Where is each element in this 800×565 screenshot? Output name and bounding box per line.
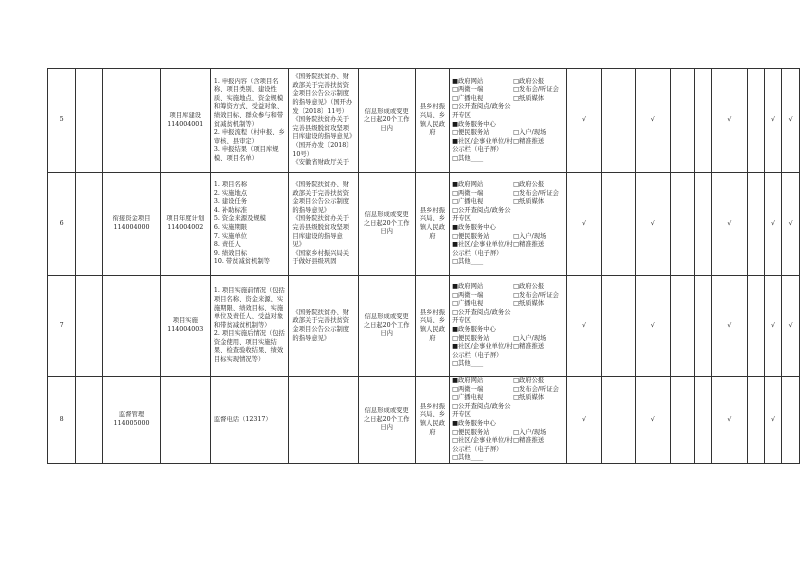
row-number-text: 5 [59,116,64,124]
disclosure-time-text: 信息形成或变更之日起20个工作日内 [363,107,410,132]
check-mark [670,276,694,377]
category-level1-text: 衔接资金项目 114004000 [112,215,151,231]
channel-option: □入户/现场 [513,129,547,137]
disclosure-time [358,377,415,464]
channel-line [452,420,564,429]
channel-option: □公开查阅点/政务公开专区 [452,308,511,325]
check-mark-text: √ [770,321,775,329]
channel-option: □入户/现场 [513,232,547,240]
channel-option: □纸质媒体 [513,198,545,206]
channel-line [452,437,564,454]
empty-cell [76,69,103,173]
channel-line [452,181,564,190]
check-mark-text: √ [581,219,586,227]
check-mark-text: √ [581,415,586,423]
channel-option: □入户/现场 [513,334,547,342]
table-row [48,69,800,173]
channel-option: ■政府网站 [452,181,484,189]
check-mark [764,69,782,173]
channel-line [452,121,564,130]
channel-option: □发布会/听证会 [513,291,559,299]
check-mark [694,69,711,173]
channel-option: □社区/企事业单位/村公示栏（电子屏） [452,437,513,453]
check-mark [567,173,602,276]
check-mark [747,173,764,276]
category-level2-text: 项目年度计划 114004002 [166,215,205,231]
channel-option: □公开查阅点/政务公开专区 [452,206,511,223]
category-level2-text: 项目库建设 114004001 [167,111,204,128]
channel-option: □政府公报 [513,283,545,291]
check-mark-text: √ [770,116,775,124]
check-mark-text: √ [788,219,793,227]
check-mark-text: √ [727,321,732,329]
check-mark [635,173,670,276]
row-number [48,377,76,464]
disclosure-time [358,69,415,173]
channel-option: □政府公报 [513,77,545,85]
channel-option: □发布会/听证会 [513,86,559,94]
check-mark [747,69,764,173]
disclosure-content-text: 1. 申报内容（含项目名称、项目类别、建设性质、实施地点、资金规模和筹资方式、受益对象、绩效目标、群众参与和带贫减贫机制等） 2. 申报流程（村申报、乡审核、县审定） 3. 申报结果（项目库规模、项目名单） [213,77,285,162]
disclosure-content-text: 1. 项目实施前情况（包括项目名称、资金来源、实施期限、绩效目标、实施单位及责任人、受益对象和带贫减贫机制等） 2. 项目实施后情况（包括资金使用、项目实施结果、检查验收结果、绩效目标实现情况等） [213,287,285,364]
disclosure-subject [415,377,449,464]
category-level1-text: 监督管理 114005000 [113,411,150,427]
row-number [48,276,76,377]
check-mark [601,69,635,173]
channel-option: □纸质媒体 [513,394,545,402]
channel-option: □两微一端 [452,86,484,94]
disclosure-channels [450,276,567,377]
check-mark [670,377,694,464]
channel-option: ■政府网站 [452,283,484,291]
channel-line [452,429,564,438]
disclosure-basis [289,173,358,276]
channel-line [452,309,564,326]
channel-option: □便民服务站 [452,232,490,240]
table-row [48,276,800,377]
check-mark [712,377,748,464]
disclosure-content [210,69,289,173]
channel-option: □公开查阅点/政务公开专区 [452,402,511,419]
disclosure-basis-text: 《国务院扶贫办、财政部关于完善扶贫资金项目公告公示制度的指导意见》 《国务院扶贫办关于完善县级脱贫攻坚项目库建设的指导意见》 《国家乡村振兴局关于做好县级巩固 [292,181,350,266]
disclosure-time [358,276,415,377]
check-mark-text: √ [727,219,732,227]
channel-option: □入户/现场 [513,428,547,436]
disclosure-content [210,173,289,276]
channel-option: □纸质媒体 [513,300,545,308]
channel-option: □广播电视 [452,94,484,102]
check-mark [635,377,670,464]
check-mark [782,69,800,173]
disclosure-subject-text: 县乡村振兴局、乡镇人民政府 [419,308,445,342]
check-mark [712,173,748,276]
disclosure-basis [289,377,358,464]
check-mark-text: √ [650,415,655,423]
channel-line [452,386,564,395]
empty-cell [76,173,103,276]
check-mark [601,377,635,464]
channel-line [452,454,564,463]
disclosure-time-text: 信息形成或变更之日起20个工作日内 [363,313,410,338]
check-mark [694,276,711,377]
channel-line [452,258,564,267]
channel-option: □其他____ [452,454,484,462]
channel-option: ■政务服务中心 [452,419,496,427]
disclosure-content-text: 监督电话（12317） [213,415,272,423]
channel-option: ■政府网站 [452,377,484,384]
channel-line [452,155,564,164]
category-level2 [160,173,210,276]
channel-option: ■政务服务中心 [452,120,496,128]
channel-line [452,343,564,360]
check-mark [601,173,635,276]
empty-cell [76,276,103,377]
channel-line [452,292,564,301]
channel-option: □便民服务站 [452,129,490,137]
category-level2 [160,377,210,464]
check-mark-text: √ [727,116,732,124]
channel-line [452,78,564,87]
check-mark-text: √ [788,116,793,124]
channel-option: □广播电视 [452,300,484,308]
disclosure-channels [450,377,567,464]
channel-line [452,129,564,138]
channel-line [452,103,564,120]
channel-line [452,377,564,386]
disclosure-basis [289,69,358,173]
channel-line [452,335,564,344]
disclosure-time-text: 信息形成或变更之日起20个工作日内 [363,407,410,432]
disclosure-channels [450,173,567,276]
channel-option: □便民服务站 [452,428,490,436]
channel-option: □政府公报 [513,181,545,189]
category-level1 [103,377,160,464]
disclosure-basis-text: 《国务院扶贫办、财政部关于完善扶贫资金项目公告公示制度的指导意见》 [292,308,350,342]
check-mark [567,69,602,173]
channel-option: □公开查阅点/政务公开专区 [452,103,511,119]
channel-option: ■政务服务中心 [452,224,496,231]
channel-option: □两微一端 [452,291,484,299]
disclosure-subject [415,276,449,377]
channel-option: ■政府网站 [452,77,484,85]
check-mark [782,377,800,464]
channel-option: □其他____ [452,154,484,162]
channel-option: □发布会/听证会 [513,189,559,197]
check-mark [764,173,782,276]
disclosure-subject-text: 县乡村振兴局、乡镇人民政府 [419,402,445,436]
check-mark-text: √ [788,321,793,329]
check-mark-text: √ [770,415,775,423]
category-level2 [160,276,210,377]
check-mark [635,276,670,377]
channel-option: □广播电视 [452,198,484,206]
disclosure-table [47,68,800,464]
disclosure-basis-text: 《国务院扶贫办、财政部关于完善扶贫资金项目公告公示制度的指导意见》（国开办发〔2018〕11号） 《国务院扶贫办关于完善县级脱贫攻坚项目库建设的指导意见》（国开办发〔2018〕10号） 《安徽省财政厅关于 [292,73,353,167]
channel-option: □纸质媒体 [513,94,545,102]
category-level2-text: 项目实施 114004003 [167,317,204,333]
check-mark-text: √ [650,116,655,124]
check-mark [782,276,800,377]
check-mark [712,69,748,173]
check-mark [670,173,694,276]
check-mark-text: √ [581,321,586,329]
channel-option: ■社区/企事业单位/村公示栏（电子屏） [452,137,513,154]
disclosure-content [210,377,289,464]
check-mark [567,276,602,377]
channel-line [452,198,564,207]
channel-option: □精准推送 [513,241,545,249]
channel-option: □发布会/听证会 [513,385,559,393]
channel-line [452,86,564,95]
row-number-text: 8 [59,415,64,423]
channel-line [452,403,564,420]
row-number-text: 7 [59,321,64,329]
check-mark [764,377,782,464]
table-row [48,173,800,276]
disclosure-time [358,173,415,276]
check-mark [635,69,670,173]
channel-option: □两微一端 [452,385,484,393]
channel-line [452,300,564,309]
channel-line [452,207,564,224]
check-mark [747,276,764,377]
category-level1 [103,173,160,276]
check-mark [694,377,711,464]
channel-line [452,394,564,403]
category-level2 [160,69,210,173]
check-mark [712,276,748,377]
channel-line [452,138,564,155]
channel-option: □两微一端 [452,189,484,197]
disclosure-basis [289,276,358,377]
disclosure-subject [415,173,449,276]
channel-option: ■社区/企事业单位/村公示栏（电子屏） [452,343,513,359]
disclosure-subject-text: 县乡村振兴局、乡镇人民政府 [419,103,445,137]
channel-option: □精准推送 [513,343,545,351]
empty-cell [76,377,103,464]
category-level1 [103,276,160,377]
channel-line [452,224,564,233]
check-mark-text: √ [727,415,732,423]
disclosure-content [210,276,289,377]
channel-option: □便民服务站 [452,334,490,342]
check-mark [670,69,694,173]
check-mark [601,276,635,377]
category-level1 [103,69,160,173]
channel-option: ■社区/企事业单位/村公示栏（电子屏） [452,241,513,257]
check-mark [694,173,711,276]
table-body [48,69,800,464]
channel-option: ■政务服务中心 [452,326,496,333]
check-mark [567,377,602,464]
channel-line [452,190,564,199]
channel-option: □其他____ [452,360,484,368]
channel-option: □政府公报 [513,377,545,384]
row-number-text: 6 [59,219,64,227]
check-mark [764,276,782,377]
check-mark-text: √ [650,219,655,227]
disclosure-subject [415,69,449,173]
channel-option: □精准推送 [513,437,545,445]
row-number [48,173,76,276]
disclosure-channels [450,69,567,173]
table-row [48,377,800,464]
check-mark-text: √ [650,321,655,329]
check-mark [782,173,800,276]
disclosure-subject-text: 县乡村振兴局、乡镇人民政府 [419,206,445,240]
check-mark-text: √ [581,116,586,124]
channel-option: □广播电视 [452,394,484,402]
channel-option: □其他____ [452,258,484,266]
channel-line [452,326,564,335]
channel-line [452,233,564,242]
disclosure-content-text: 1. 项目名称 2. 实施地点 3. 建设任务 4. 补助标准 5. 资金来源及规模 6. 实施期限 7. 实施单位 8. 责任人 9. 绩效目标 10. 带贫减贫机制等 [213,181,270,266]
check-mark [747,377,764,464]
channel-option: □精准推送 [513,137,545,145]
row-number [48,69,76,173]
check-mark-text: √ [770,219,775,227]
channel-line [452,360,564,369]
channel-line [452,241,564,258]
disclosure-time-text: 信息形成或变更之日起20个工作日内 [363,211,410,236]
channel-line [452,283,564,292]
